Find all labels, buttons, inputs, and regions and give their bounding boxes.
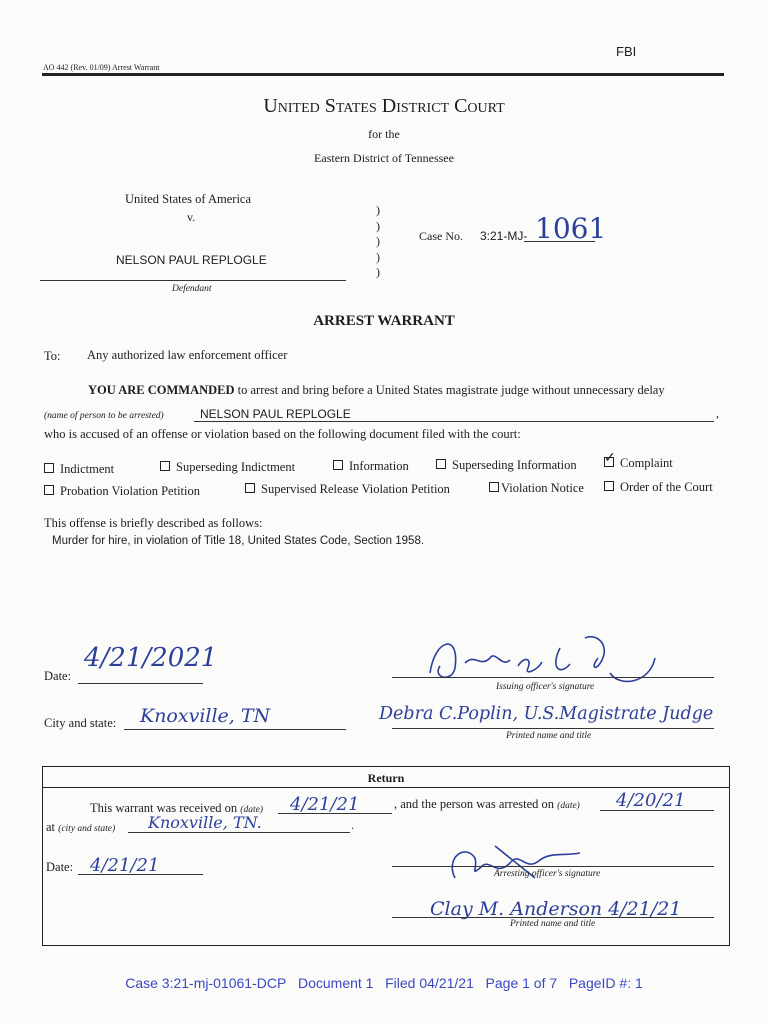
name-value: NELSON PAUL REPLOGLE bbox=[200, 407, 351, 421]
checkbox-probation-violation[interactable] bbox=[44, 484, 200, 499]
at-line bbox=[46, 820, 115, 835]
defendant-label: Defendant bbox=[172, 284, 212, 294]
checkbox-label: Supervised Release Violation Petition bbox=[261, 482, 450, 496]
date-label: Date: bbox=[44, 669, 72, 683]
arrested-date-line bbox=[600, 810, 714, 811]
header-rule bbox=[42, 73, 724, 76]
court-district: Eastern District of Tennessee bbox=[314, 151, 454, 165]
checkbox-indictment[interactable] bbox=[44, 462, 114, 477]
arrested-label: , and the person was arrested on bbox=[394, 797, 555, 811]
checkbox-label: Information bbox=[349, 459, 409, 473]
return-printed-label: Printed name and title bbox=[510, 919, 596, 929]
received-date-line bbox=[278, 813, 392, 814]
commanded-line bbox=[88, 383, 665, 398]
received-date-hint: (date) bbox=[240, 805, 263, 815]
city-handwritten: Knoxville, TN bbox=[140, 705, 271, 727]
name-line bbox=[194, 421, 714, 422]
case-no-label: Case No. bbox=[419, 229, 463, 243]
agency-mark: FBI bbox=[616, 44, 637, 59]
city-label: City and state: bbox=[44, 716, 117, 730]
return-printed-line bbox=[392, 917, 714, 918]
return-date: 4/21/21 bbox=[90, 855, 160, 876]
accused-text: who is accused of an offense or violation based on the following document filed with the court: bbox=[44, 427, 521, 441]
arresting-sig-label: Arresting officer's signature bbox=[494, 869, 601, 879]
printed-name-handwritten: Debra C.Poplin, U.S.Magistrate Judge bbox=[379, 704, 714, 724]
checkbox-label: Indictment bbox=[60, 462, 115, 476]
court-title: United States District Court bbox=[263, 95, 505, 117]
checkbox-label: Superseding Information bbox=[452, 458, 577, 472]
return-heading: Return bbox=[367, 771, 405, 785]
footer-filed: Filed 04/21/21 bbox=[385, 975, 474, 991]
checkbox-label: Superseding Indictment bbox=[176, 460, 296, 474]
footer-case: Case 3:21-mj-01061-DCP bbox=[125, 975, 287, 991]
court-for: for the bbox=[368, 127, 400, 141]
check-mark-icon: ✓ bbox=[604, 451, 616, 466]
name-label: (name of person to be arrested) bbox=[44, 411, 164, 421]
checkbox-superseding-indictment[interactable] bbox=[160, 460, 295, 475]
return-heading-rule bbox=[43, 787, 729, 788]
printed-name-label: Printed name and title bbox=[506, 731, 592, 741]
footer-document: Document 1 bbox=[297, 975, 374, 991]
arresting-sig-line bbox=[392, 866, 714, 867]
footer-page: Page 1 of 7 bbox=[485, 975, 558, 991]
checkbox-label: Violation Notice bbox=[501, 481, 584, 495]
to-label: To: bbox=[44, 349, 61, 363]
checkbox-label: Complaint bbox=[620, 456, 673, 470]
footer bbox=[0, 975, 768, 991]
city-line bbox=[124, 729, 346, 730]
defendant-name: NELSON PAUL REPLOGLE bbox=[116, 253, 267, 267]
form-id: AO 442 (Rev. 01/09) Arrest Warrant bbox=[43, 63, 160, 72]
case-no-handwritten: 1061 bbox=[535, 212, 607, 245]
return-city-period: . bbox=[351, 818, 354, 832]
return-date-line bbox=[78, 874, 203, 875]
arrested-text bbox=[394, 797, 580, 812]
at-label: at bbox=[46, 820, 56, 834]
received-date: 4/21/21 bbox=[290, 794, 360, 815]
offense-text: Murder for hire, in violation of Title 18, United States Code, Section 1958. bbox=[52, 535, 425, 547]
date-line bbox=[78, 683, 203, 684]
footer-pageid: PageID #: 1 bbox=[568, 975, 643, 991]
checkbox-complaint[interactable] bbox=[604, 451, 673, 471]
issuing-sig-line bbox=[392, 677, 714, 678]
received-label: This warrant was received on bbox=[90, 801, 238, 815]
checkbox-label: Order of the Court bbox=[620, 480, 713, 494]
case-no-line bbox=[524, 241, 595, 242]
checkbox-violation-notice[interactable] bbox=[489, 481, 584, 496]
case-no-prefix: 3:21-MJ- bbox=[480, 229, 528, 243]
checkbox-label: Probation Violation Petition bbox=[60, 484, 200, 498]
city-hint: (city and state) bbox=[58, 824, 116, 834]
arrested-date: 4/20/21 bbox=[616, 790, 686, 811]
arresting-signature-icon bbox=[440, 838, 590, 888]
return-city-line bbox=[128, 832, 350, 833]
defendant-line bbox=[40, 280, 346, 281]
versus: v. bbox=[187, 210, 196, 224]
checkbox-order-of-court[interactable] bbox=[604, 480, 713, 495]
commanded-rest: to arrest and bring before a United States magistrate judge without unnecessary delay bbox=[237, 383, 665, 397]
arrested-date-hint: (date) bbox=[557, 801, 580, 811]
checkbox-information[interactable] bbox=[333, 459, 409, 474]
offense-label: This offense is briefly described as follows: bbox=[44, 516, 263, 530]
to-value: Any authorized law enforcement officer bbox=[87, 348, 288, 362]
printed-name-line bbox=[392, 728, 714, 729]
return-printed-name: Clay M. Anderson 4/21/21 bbox=[430, 898, 682, 920]
checkbox-superseding-information[interactable] bbox=[436, 458, 577, 473]
checkbox-supervised-release[interactable] bbox=[245, 482, 450, 497]
plaintiff: United States of America bbox=[125, 192, 252, 206]
warrant-heading: ARREST WARRANT bbox=[313, 313, 455, 329]
return-city: Knoxville, TN. bbox=[148, 813, 262, 832]
caption-parens: ) ) ) ) ) bbox=[376, 203, 380, 279]
return-date-label: Date: bbox=[46, 860, 74, 874]
commanded-bold: YOU ARE COMMANDED bbox=[88, 383, 235, 397]
date-handwritten: 4/21/2021 bbox=[84, 643, 218, 673]
issuing-sig-label: Issuing officer's signature bbox=[496, 682, 595, 692]
name-comma: , bbox=[716, 406, 719, 420]
